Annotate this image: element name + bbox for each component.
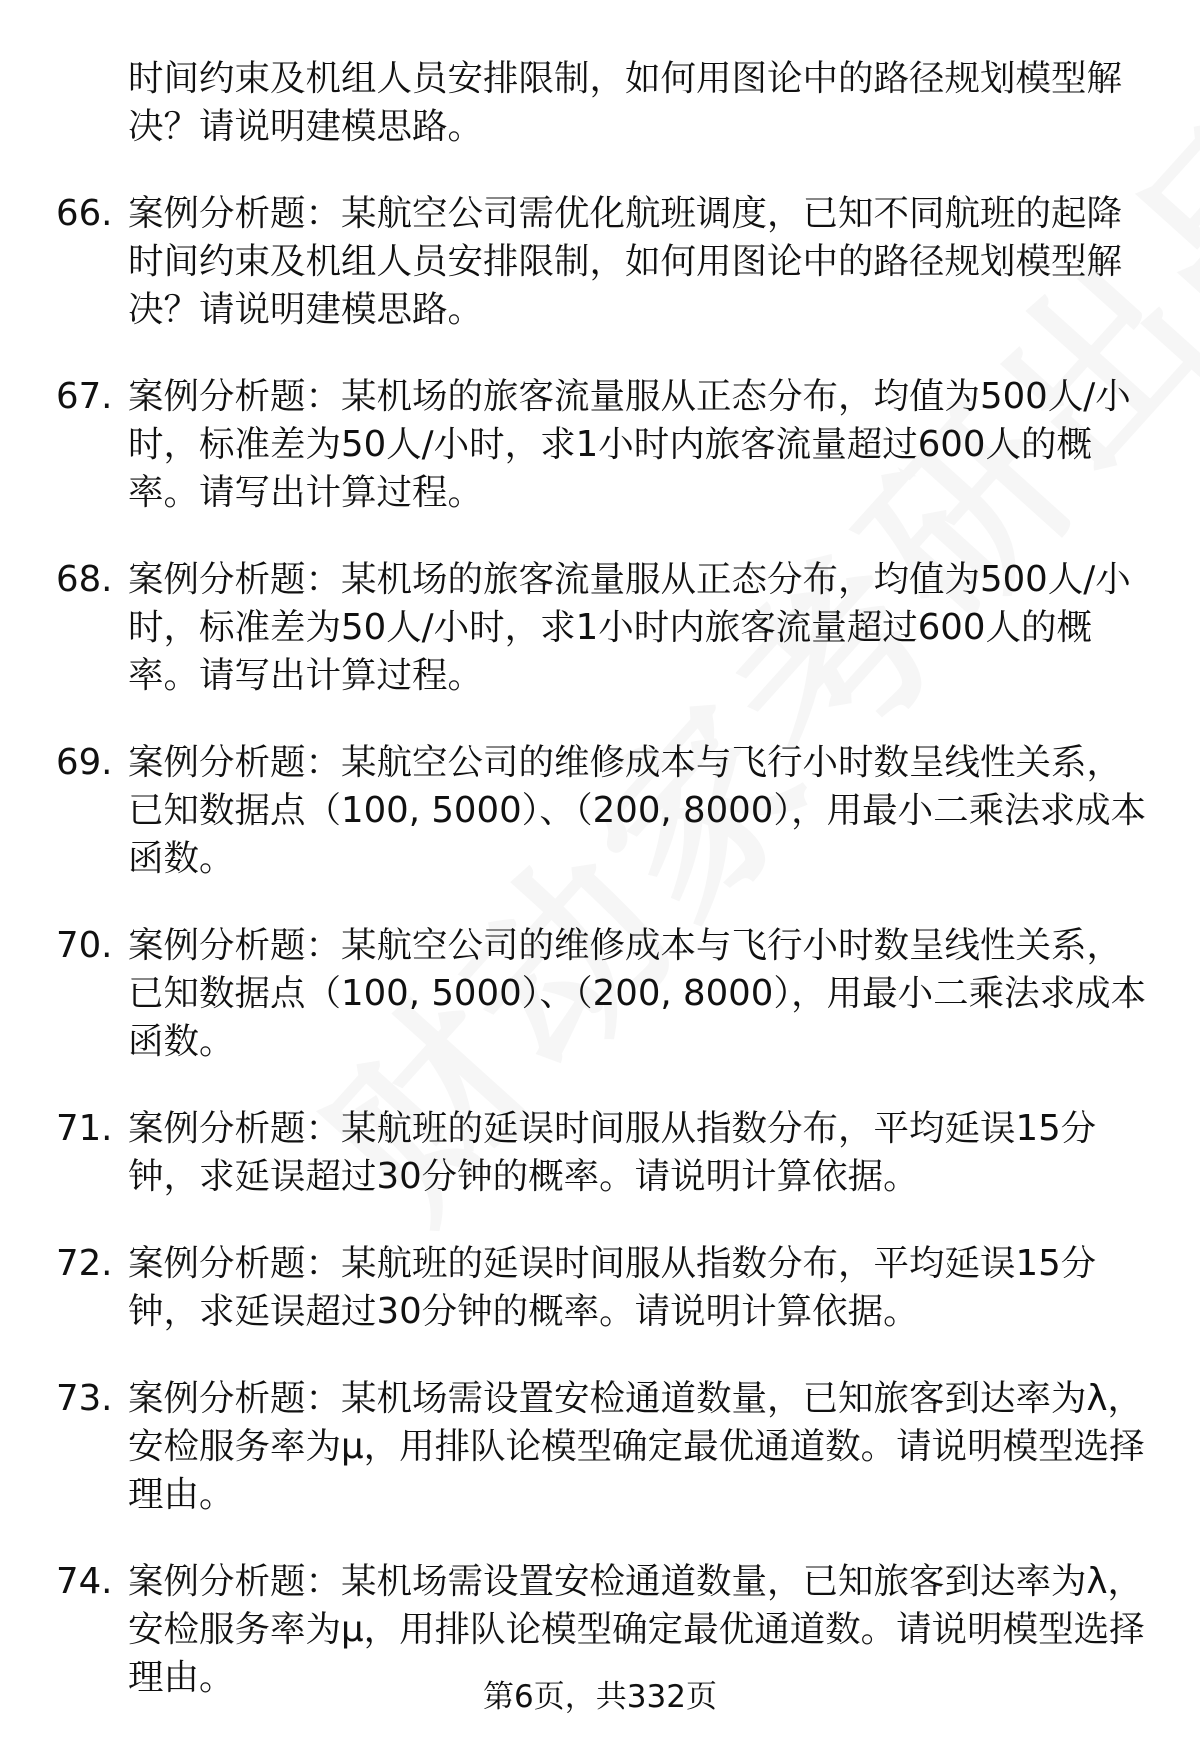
question-text: 案例分析题：某航班的延误时间服从指数分布，平均延误15分钟，求延误超过30分钟的概率。请说明计算依据。: [128, 1108, 1097, 1197]
question-number: 70.: [56, 925, 113, 966]
question-text: 案例分析题：某航班的延误时间服从指数分布，平均延误15分钟，求延误超过30分钟的概率。请说明计算依据。: [128, 1243, 1097, 1332]
question-number: 69.: [56, 742, 113, 783]
question-number: 68.: [56, 559, 113, 600]
question-text: 案例分析题：某机场需设置安检通道数量，已知旅客到达率为λ，安检服务率为μ，用排队论模型确定最优通道数。请说明模型选择理由。: [128, 1561, 1145, 1698]
question-number: 67.: [56, 376, 113, 417]
question-number: 72.: [56, 1243, 113, 1284]
question-item: [0, 922, 1200, 1066]
question-text: 案例分析题：某机场的旅客流量服从正态分布，均值为500人/小时，标准差为50人/小时，求1小时内旅客流量超过600人的概率。请写出计算过程。: [128, 376, 1131, 513]
page-footer: 第6页，共332页: [483, 1679, 717, 1715]
question-text: 案例分析题：某机场需设置安检通道数量，已知旅客到达率为λ，安检服务率为μ，用排队论模型确定最优通道数。请说明模型选择理由。: [128, 1378, 1145, 1515]
question-text: 案例分析题：某航空公司的维修成本与飞行小时数呈线性关系，已知数据点（100, 5000）、（200, 8000），用最小二乘法求成本函数。: [128, 742, 1147, 879]
question-text: 案例分析题：某机场的旅客流量服从正态分布，均值为500人/小时，标准差为50人/小时，求1小时内旅客流量超过600人的概率。请写出计算过程。: [128, 559, 1131, 696]
question-item: [0, 1105, 1200, 1201]
question-number: 71.: [56, 1108, 113, 1149]
question-item: [0, 190, 1200, 334]
question-item: [0, 1375, 1200, 1519]
question-text: 案例分析题：某航空公司需优化航班调度，已知不同航班的起降时间约束及机组人员安排限制，如何用图论中的路径规划模型解决？请说明建模思路。: [128, 193, 1123, 330]
question-list: [0, 55, 1200, 1702]
question-item: [0, 1240, 1200, 1336]
question-item: [0, 373, 1200, 517]
question-number: 73.: [56, 1378, 113, 1419]
question-item: [0, 556, 1200, 700]
question-text: 案例分析题：某航空公司的维修成本与飞行小时数呈线性关系，已知数据点（100, 5000）、（200, 8000），用最小二乘法求成本函数。: [128, 925, 1147, 1062]
continued-question-text: 时间约束及机组人员安排限制，如何用图论中的路径规划模型解决？请说明建模思路。: [128, 58, 1123, 147]
question-item: [0, 739, 1200, 883]
question-number: 74.: [56, 1561, 113, 1602]
question-number: 66.: [56, 193, 113, 234]
